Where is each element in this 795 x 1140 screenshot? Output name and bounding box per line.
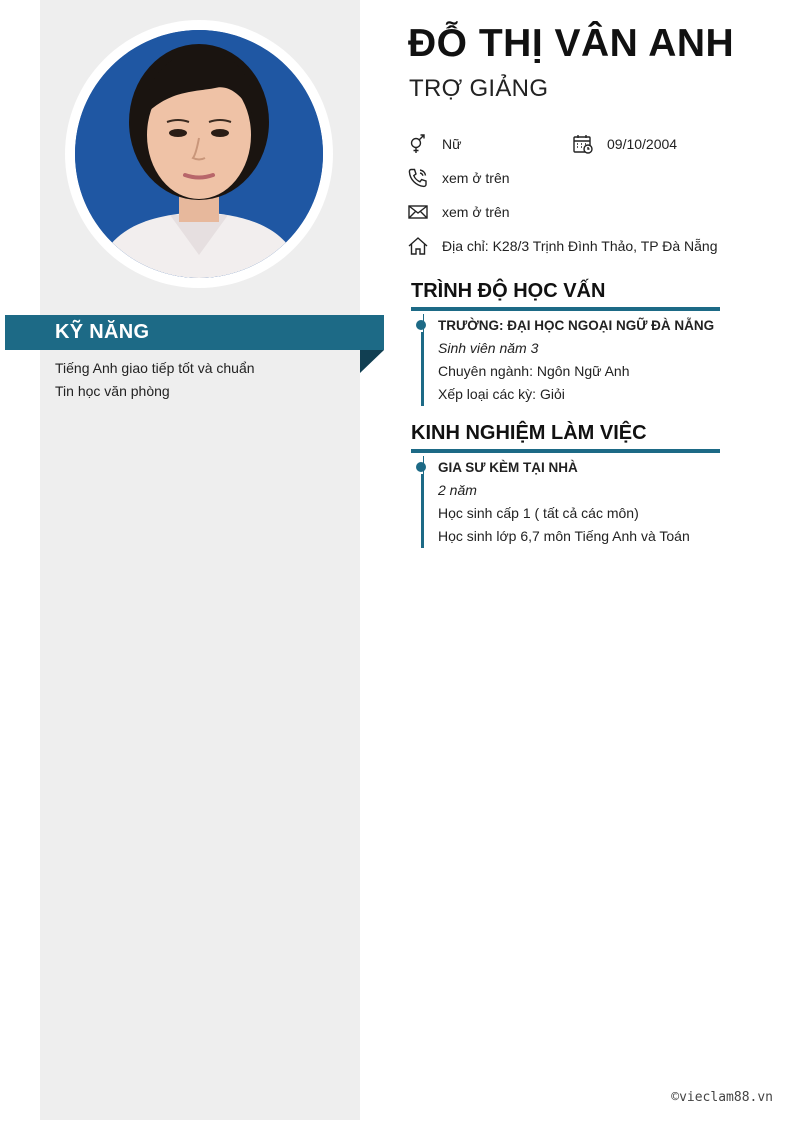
experience-title: KINH NGHIỆM LÀM VIỆC [411, 422, 720, 453]
gender-value: Nữ [442, 136, 462, 152]
major: Chuyên ngành: Ngôn Ngữ Anh [438, 363, 630, 379]
school-name: TRƯỜNG: ĐẠI HỌC NGOẠI NGỮ ĐÀ NẴNG [438, 318, 715, 333]
job-name: GIA SƯ KÈM TẠI NHÀ [438, 460, 578, 475]
job-detail: Học sinh cấp 1 ( tất cả các môn) [438, 505, 639, 521]
study-year: Sinh viên năm 3 [438, 340, 539, 356]
skills-list [55, 357, 355, 403]
avatar-frame [65, 20, 333, 288]
timeline-dot [416, 462, 426, 472]
email-icon [407, 201, 429, 223]
timeline-dot [416, 320, 426, 330]
skill-item: Tiếng Anh giao tiếp tốt và chuẩn [55, 360, 255, 376]
candidate-name: ĐỖ THỊ VÂN ANH [408, 22, 735, 65]
birthdate-value: 09/10/2004 [607, 136, 678, 152]
skills-title: KỸ NĂNG [55, 321, 150, 343]
education-title: TRÌNH ĐỘ HỌC VẤN [411, 280, 720, 311]
education-entry [421, 314, 738, 406]
home-icon [407, 235, 429, 257]
address-row [407, 235, 718, 257]
avatar [75, 30, 323, 278]
gender-row [407, 133, 461, 155]
calendar-icon [572, 133, 594, 155]
phone-value: xem ở trên [442, 170, 510, 186]
email-value: xem ở trên [442, 204, 510, 220]
address-value: Địa chỉ: K28/3 Trịnh Đình Thảo, TP Đà Nẵng [442, 238, 718, 254]
job-detail: Học sinh lớp 6,7 môn Tiếng Anh và Toán [438, 528, 690, 544]
gender-icon [407, 133, 429, 155]
grade: Xếp loại các kỳ: Giỏi [438, 386, 565, 402]
job-title: TRỢ GIẢNG [409, 75, 549, 102]
watermark: ©vieclam88.vn [671, 1090, 773, 1105]
birthdate-row [572, 133, 677, 155]
ribbon-fold [360, 350, 384, 373]
phone-icon [407, 167, 429, 189]
experience-entry [421, 456, 738, 548]
skills-header [5, 315, 384, 350]
phone-row [407, 167, 510, 189]
job-duration: 2 năm [438, 482, 477, 498]
skill-item: Tin học văn phòng [55, 383, 170, 399]
email-row [407, 201, 510, 223]
